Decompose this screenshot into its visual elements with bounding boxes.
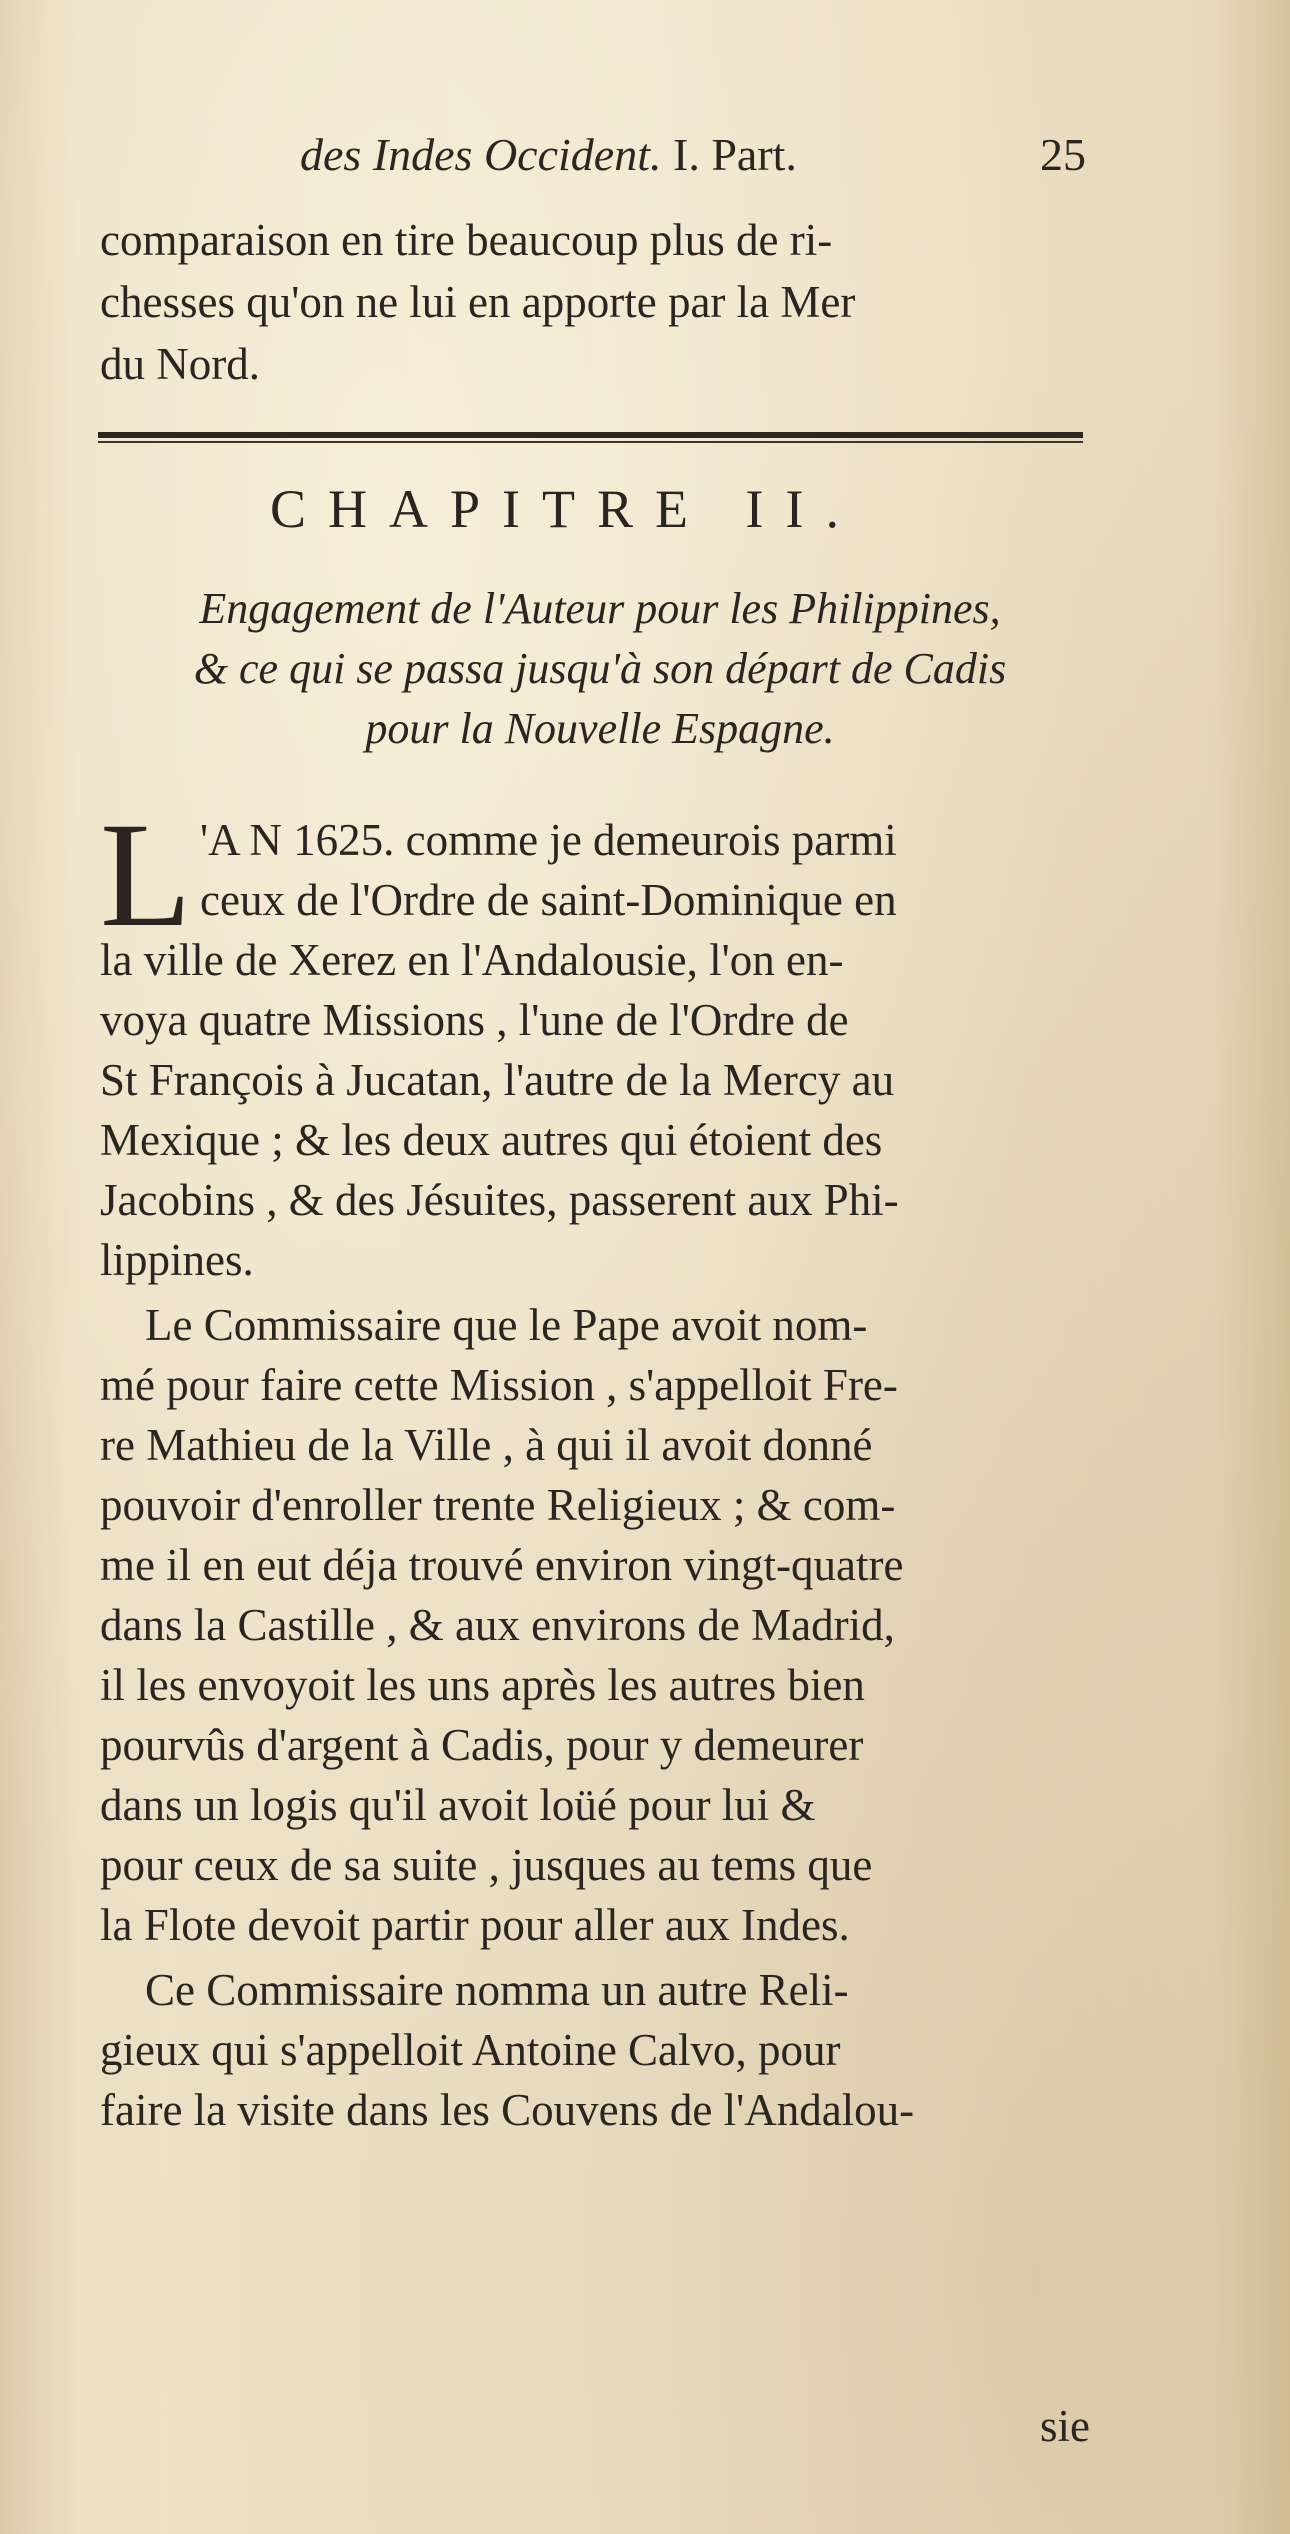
paragraph2-line: pour ceux de sa suite , jusques au tems que	[100, 1840, 873, 1890]
running-head-part: I. Part.	[673, 129, 797, 180]
paragraph1-line: lippines.	[100, 1235, 254, 1285]
drop-cap: L	[100, 792, 192, 958]
chapter-title: CHAPITRE II.	[270, 479, 861, 539]
paragraph2-line: dans un logis qu'il avoit loüé pour lui &	[100, 1780, 816, 1830]
paragraph2-line: Le Commissaire que le Pape avoit nom-	[145, 1300, 868, 1350]
paragraph2-line: pourvûs d'argent à Cadis, pour y demeurer	[100, 1720, 864, 1770]
paragraph2-line: mé pour faire cette Mission , s'appelloit Fre-	[100, 1360, 898, 1410]
paragraph1-line: 'A N 1625. comme je demeurois parmi	[200, 815, 897, 865]
paragraph1-line: Mexique ; & les deux autres qui étoient des	[100, 1115, 883, 1165]
paragraph2-line: pouvoir d'enroller trente Religieux ; & com-	[100, 1480, 896, 1530]
paragraph3-line: faire la visite dans les Couvens de l'Andalou-	[100, 2085, 915, 2135]
page-number: 25	[1040, 129, 1086, 180]
paragraph1-line: Jacobins , & des Jésuites, passerent aux Phi-	[100, 1175, 899, 1225]
paragraph3-line: Ce Commissaire nomma un autre Reli-	[145, 1965, 849, 2015]
paragraph1-line: St François à Jucatan, l'autre de la Mercy au	[100, 1055, 895, 1105]
paragraph2-line: il les envoyoit les uns après les autres bien	[100, 1660, 865, 1710]
chapter-rule	[98, 432, 1083, 438]
intro-line: comparaison en tire beaucoup plus de ri-	[100, 215, 833, 265]
paragraph2-line: me il en eut déja trouvé environ vingt-quatre	[100, 1540, 904, 1590]
chapter-rule-thin	[98, 441, 1083, 443]
paragraph3-line: gieux qui s'appelloit Antoine Calvo, pour	[100, 2025, 841, 2075]
paragraph2-line: dans la Castille , & aux environs de Madrid,	[100, 1600, 895, 1650]
paragraph1-line: la ville de Xerez en l'Andalousie, l'on en-	[100, 935, 844, 985]
paragraph2-line: la Flote devoit partir pour aller aux Indes.	[100, 1900, 850, 1950]
running-head-title: des Indes Occident.	[300, 129, 662, 180]
catchword: sie	[1040, 2401, 1090, 2451]
chapter-subtitle-line: Engagement de l'Auteur pour les Philippines,	[199, 584, 1001, 633]
paragraph2-line: re Mathieu de la Ville , à qui il avoit donné	[100, 1420, 873, 1470]
chapter-subtitle-line: & ce qui se passa jusqu'à son départ de Cadis	[193, 644, 1007, 693]
intro-line: du Nord.	[100, 339, 260, 389]
paragraph1-line: voya quatre Missions , l'une de l'Ordre de	[100, 995, 849, 1045]
paragraph1-line: ceux de l'Ordre de saint-Dominique en	[200, 875, 897, 925]
intro-line: chesses qu'on ne lui en apporte par la Mer	[100, 277, 856, 327]
chapter-subtitle-line: pour la Nouvelle Espagne.	[365, 704, 835, 753]
running-head	[300, 128, 1080, 181]
